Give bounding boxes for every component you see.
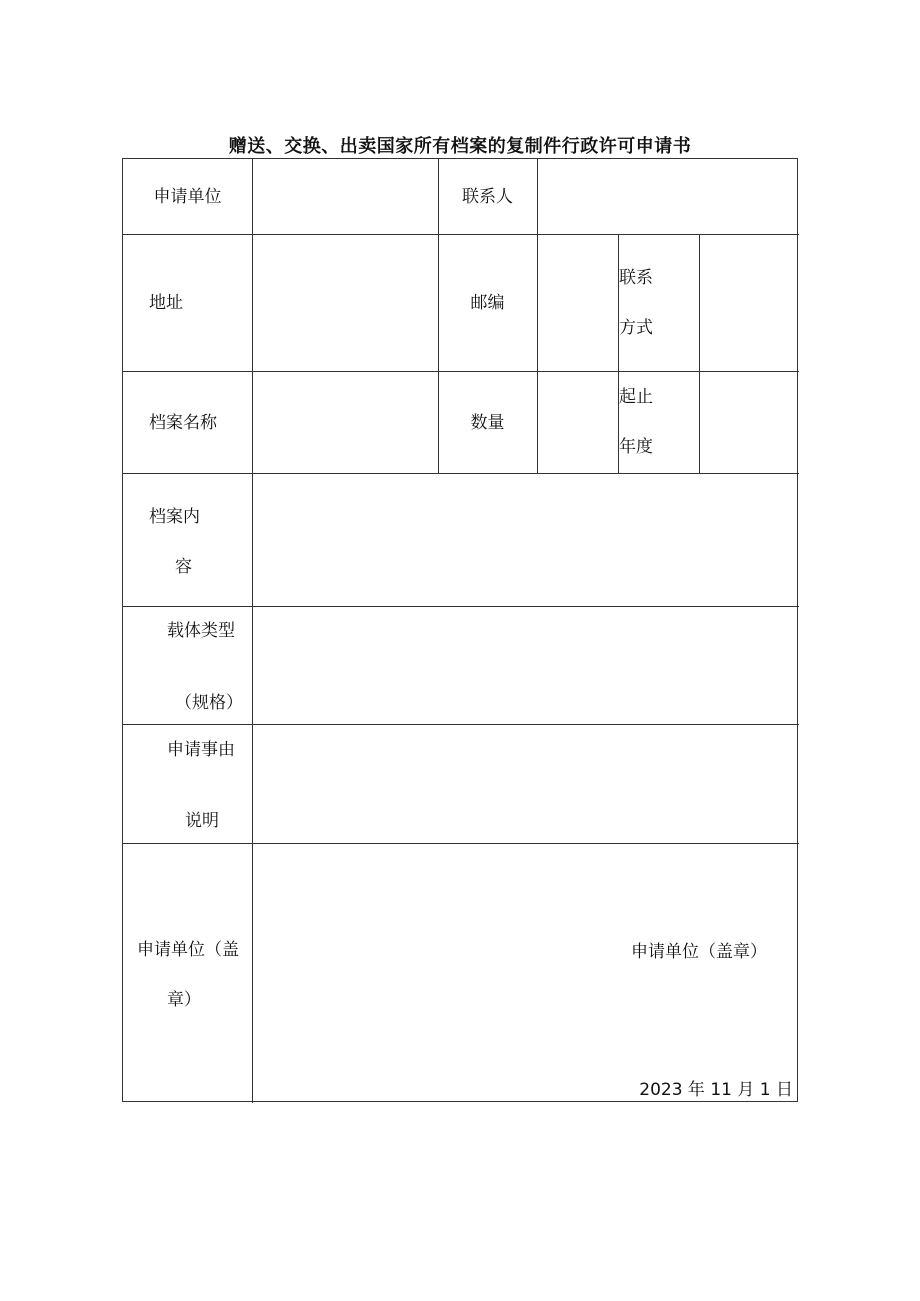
contact-person-field[interactable]	[538, 159, 798, 234]
reason-field[interactable]	[253, 725, 798, 843]
archive-content-label-line2: 容	[175, 557, 192, 577]
address-field[interactable]	[253, 235, 438, 371]
archive-name-field[interactable]	[253, 372, 438, 473]
archive-content-field[interactable]	[253, 474, 798, 606]
applicant-unit-label: 申请单位	[153, 186, 222, 207]
quantity-field[interactable]	[538, 372, 618, 473]
postcode-field[interactable]	[538, 235, 618, 371]
year-range-label-line1: 起止	[619, 387, 653, 407]
reason-label-line2: 说明	[185, 811, 219, 831]
year-range-label-line2: 年度	[619, 437, 653, 457]
contact-method-field[interactable]	[700, 235, 798, 371]
carrier-type-label-line2: （规格）	[175, 693, 243, 713]
carrier-type-label-line1: 载体类型	[167, 621, 235, 641]
seal-label-line1: 申请单位（盖	[137, 940, 239, 960]
reason-label-line1: 申请事由	[167, 740, 235, 760]
contact-method-label-line2: 方式	[619, 318, 653, 338]
archive-name-label: 档案名称	[149, 413, 217, 433]
contact-person-label: 联系人	[462, 186, 513, 207]
seal-label-line2: 章）	[167, 990, 201, 1010]
application-form-table	[122, 158, 798, 1102]
postcode-label: 邮编	[470, 293, 505, 313]
applicant-unit-field[interactable]	[253, 159, 438, 234]
seal-area[interactable]	[253, 844, 798, 1102]
contact-method-label-line1: 联系	[619, 268, 653, 288]
archive-content-label-line1: 档案内	[149, 507, 200, 527]
quantity-label: 数量	[470, 412, 505, 433]
seal-text: 申请单位（盖章）	[631, 942, 767, 962]
application-date: 2023 年 11 月 1 日	[639, 1080, 793, 1100]
year-range-field[interactable]	[700, 372, 798, 473]
form-title: 赠送、交换、出卖国家所有档案的复制件行政许可申请书	[228, 136, 692, 157]
carrier-type-field[interactable]	[253, 607, 798, 724]
address-label: 地址	[149, 293, 183, 313]
